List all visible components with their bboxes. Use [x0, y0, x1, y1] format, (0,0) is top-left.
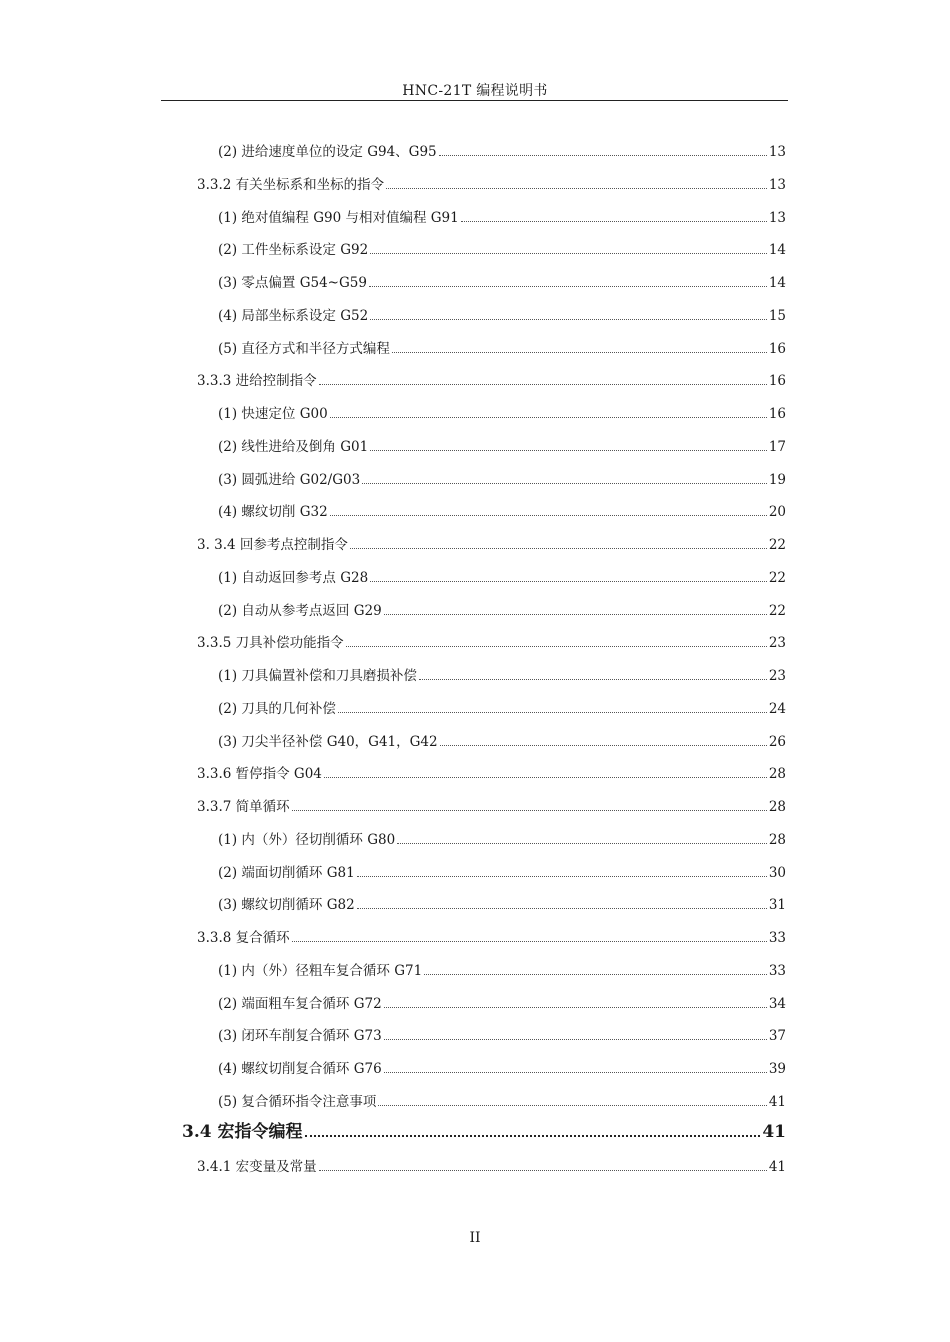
toc-item-entry[interactable] [218, 307, 786, 325]
toc-entry-label: 3.3.2 有关坐标系和坐标的指令 [197, 176, 385, 193]
toc-dot-leader [330, 515, 767, 516]
toc-item-entry[interactable] [218, 864, 786, 882]
toc-item-entry[interactable] [218, 569, 786, 587]
toc-dot-leader [324, 777, 767, 778]
toc-entry-label: (1) 内（外）径切削循环 G80 [218, 831, 396, 848]
toc-section-entry[interactable] [182, 1123, 786, 1141]
toc-entry-page-number: 41 [762, 1121, 786, 1142]
toc-item-entry[interactable] [218, 1093, 786, 1111]
toc-item-entry[interactable] [218, 995, 786, 1013]
toc-dot-leader [292, 810, 767, 811]
toc-entry-page-number: 28 [768, 831, 786, 848]
toc-subsection-entry[interactable] [197, 372, 786, 390]
toc-entry-page-number: 23 [768, 635, 786, 652]
toc-entry-label: (1) 刀具偏置补偿和刀具磨损补偿 [218, 668, 417, 684]
toc-entry-page-number: 14 [768, 275, 786, 291]
toc-entry-label: 3. 3.4 回参考点控制指令 [197, 537, 348, 553]
toc-dot-leader [346, 646, 767, 647]
toc-item-entry[interactable] [218, 438, 786, 456]
toc-item-entry[interactable] [218, 700, 786, 718]
toc-item-entry[interactable] [218, 241, 786, 259]
toc-entry-label: (3) 零点偏置 G54~G59 [218, 275, 367, 291]
toc-dot-leader [350, 548, 767, 549]
toc-dot-leader [424, 974, 767, 975]
header-rule [161, 100, 788, 101]
toc-entry-page-number: 16 [768, 340, 786, 357]
toc-dot-leader [461, 221, 767, 222]
toc-dot-leader [357, 876, 767, 877]
toc-entry-page-number: 28 [768, 799, 786, 815]
toc-entry-label: 3.4.1 宏变量及常量 [197, 1159, 317, 1176]
toc-entry-label: (4) 螺纹切削 G32 [218, 504, 328, 521]
toc-entry-label: 3.3.6 暂停指令 G04 [197, 766, 322, 783]
toc-dot-leader [338, 712, 767, 713]
toc-entry-page-number: 41 [768, 1093, 786, 1110]
toc-entry-label: (2) 刀具的几何补偿 [218, 700, 336, 717]
toc-dot-leader [384, 1007, 767, 1008]
toc-subsection-entry[interactable] [197, 929, 786, 947]
toc-item-entry[interactable] [218, 274, 786, 292]
toc-dot-leader [357, 908, 767, 909]
toc-dot-leader [319, 1170, 767, 1171]
toc-dot-leader [370, 319, 767, 320]
toc-entry-page-number: 20 [768, 504, 786, 521]
toc-item-entry[interactable] [218, 405, 786, 423]
toc-entry-label: (5) 复合循环指令注意事项 [218, 1093, 377, 1110]
toc-entry-label: (2) 线性进给及倒角 G01 [218, 438, 369, 455]
toc-entry-page-number: 34 [768, 995, 786, 1012]
toc-item-entry[interactable] [218, 667, 786, 685]
toc-entry-label: 3.3.8 复合循环 [197, 930, 290, 946]
toc-item-entry[interactable] [218, 503, 786, 521]
toc-entry-page-number: 39 [768, 1061, 786, 1077]
toc-entry-page-number: 31 [768, 897, 786, 914]
toc-entry-label: (3) 圆弧进给 G02/G03 [218, 471, 361, 488]
toc-dot-leader [439, 155, 767, 156]
toc-dot-leader [370, 581, 767, 582]
toc-entry-label: (3) 刀尖半径补偿 G40，G41，G42 [218, 733, 438, 750]
toc-entry-label: (1) 快速定位 G00 [218, 406, 328, 422]
toc-entry-page-number: 33 [768, 930, 786, 946]
toc-entry-label: (4) 螺纹切削复合循环 G76 [218, 1061, 382, 1077]
toc-subsection-entry[interactable] [197, 1158, 786, 1176]
toc-entry-label: (3) 螺纹切削循环 G82 [218, 897, 355, 914]
page-header-title: HNC-21T 编程说明书 [402, 83, 548, 99]
toc-item-entry[interactable] [218, 733, 786, 751]
toc-entry-page-number: 30 [768, 864, 786, 881]
toc-dot-leader [419, 679, 767, 680]
toc-dot-leader [370, 450, 767, 451]
page-number: II [469, 1230, 481, 1246]
toc-dot-leader [292, 941, 767, 942]
toc-item-entry[interactable] [218, 209, 786, 227]
toc-entry-page-number: 22 [768, 602, 786, 619]
toc-dot-leader [319, 384, 767, 385]
toc-item-entry[interactable] [218, 1027, 786, 1045]
toc-item-entry[interactable] [218, 602, 786, 620]
toc-entry-label: (4) 局部坐标系设定 G52 [218, 307, 369, 324]
toc-item-entry[interactable] [218, 340, 786, 358]
toc-entry-page-number: 14 [768, 242, 786, 259]
toc-entry-label: 3.3.3 进给控制指令 [197, 373, 317, 390]
toc-dot-leader [397, 843, 767, 844]
toc-entry-label: (3) 闭环车削复合循环 G73 [218, 1028, 382, 1045]
toc-dot-leader [369, 286, 767, 287]
toc-entry-page-number: 16 [768, 373, 786, 390]
toc-entry-page-number: 15 [768, 307, 786, 324]
toc-entry-label: 3.4 宏指令编程 [182, 1121, 303, 1142]
toc-entry-label: (2) 自动从参考点返回 G29 [218, 602, 382, 619]
toc-item-entry[interactable] [218, 962, 786, 980]
toc-entry-label: 3.3.7 简单循环 [197, 799, 290, 815]
toc-entry-page-number: 13 [768, 144, 786, 160]
toc-item-entry[interactable] [218, 143, 786, 161]
toc-entry-page-number: 23 [768, 668, 786, 684]
toc-entry-page-number: 22 [768, 537, 786, 553]
toc-dot-leader [386, 188, 767, 189]
toc-entry-label: (2) 端面切削循环 G81 [218, 864, 355, 881]
toc-entry-page-number: 24 [768, 700, 786, 717]
toc-entry-label: (2) 进给速度单位的设定 G94、G95 [218, 144, 437, 160]
toc-entry-label: (1) 自动返回参考点 G28 [218, 569, 369, 586]
toc-subsection-entry[interactable] [197, 634, 786, 652]
toc-entry-page-number: 26 [768, 733, 786, 750]
toc-subsection-entry[interactable] [197, 536, 786, 554]
toc-entry-label: (2) 端面粗车复合循环 G72 [218, 995, 382, 1012]
toc-dot-leader [362, 483, 767, 484]
toc-entry-label: (1) 内（外）径粗车复合循环 G71 [218, 962, 423, 979]
toc-entry-page-number: 16 [768, 406, 786, 422]
toc-item-entry[interactable] [218, 1060, 786, 1078]
toc-dot-leader [378, 1105, 766, 1106]
toc-item-entry[interactable] [218, 471, 786, 489]
toc-entry-label: (5) 直径方式和半径方式编程 [218, 340, 390, 357]
toc-entry-page-number: 28 [768, 766, 786, 783]
toc-entry-page-number: 37 [768, 1028, 786, 1045]
toc-entry-page-number: 13 [768, 209, 786, 226]
toc-entry-page-number: 19 [768, 471, 786, 488]
toc-entry-page-number: 33 [768, 962, 786, 979]
toc-dot-leader [440, 745, 767, 746]
toc-entry-page-number: 17 [768, 438, 786, 455]
toc-dot-leader [392, 352, 767, 353]
toc-dot-leader [384, 1039, 767, 1040]
toc-entry-page-number: 41 [768, 1159, 786, 1176]
toc-dot-leader [305, 1135, 761, 1137]
toc-dot-leader [330, 417, 767, 418]
toc-dot-leader [384, 1072, 767, 1073]
toc-entry-page-number: 13 [768, 176, 786, 193]
toc-entry-page-number: 22 [768, 569, 786, 586]
toc-item-entry[interactable] [218, 896, 786, 914]
toc-subsection-entry[interactable] [197, 798, 786, 816]
toc-item-entry[interactable] [218, 831, 786, 849]
toc-entry-label: (1) 绝对值编程 G90 与相对值编程 G91 [218, 209, 459, 226]
toc-dot-leader [370, 253, 767, 254]
toc-subsection-entry[interactable] [197, 176, 786, 194]
toc-entry-label: 3.3.5 刀具补偿功能指令 [197, 635, 344, 652]
toc-subsection-entry[interactable] [197, 765, 786, 783]
toc-dot-leader [384, 614, 767, 615]
toc-entry-label: (2) 工件坐标系设定 G92 [218, 242, 369, 259]
